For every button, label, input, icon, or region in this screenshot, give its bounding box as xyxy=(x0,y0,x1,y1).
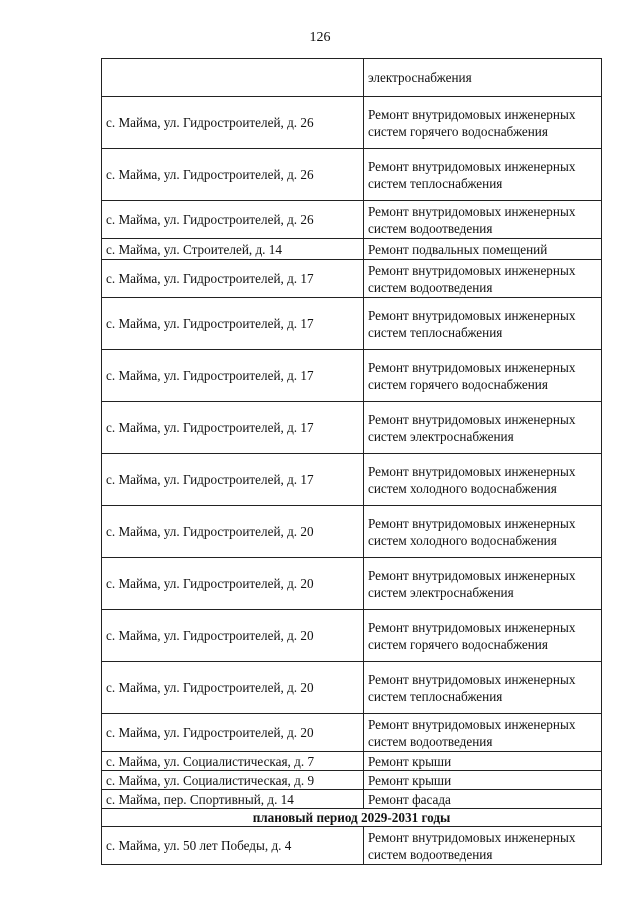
work-type-cell: Ремонт внутридомовых инженерных систем холодного водоснабжения xyxy=(364,506,602,558)
address-cell: с. Майма, ул. Строителей, д. 14 xyxy=(102,239,364,260)
page-number: 126 xyxy=(309,30,331,45)
address-cell: с. Майма, ул. Гидростроителей, д. 20 xyxy=(102,662,364,714)
address-cell: с. Майма, ул. Гидростроителей, д. 20 xyxy=(102,558,364,610)
address-cell: с. Майма, ул. Гидростроителей, д. 26 xyxy=(102,201,364,239)
work-type-cell: Ремонт внутридомовых инженерных систем горячего водоснабжения xyxy=(364,350,602,402)
address-cell xyxy=(102,59,364,97)
table-row xyxy=(102,714,602,752)
work-type-cell: Ремонт внутридомовых инженерных систем водоотведения xyxy=(364,201,602,239)
work-type-cell: электроснабжения xyxy=(364,59,602,97)
table-row xyxy=(102,239,602,260)
address-cell: с. Майма, ул. Гидростроителей, д. 26 xyxy=(102,97,364,149)
table-row xyxy=(102,827,602,865)
work-type-cell: Ремонт внутридомовых инженерных систем водоотведения xyxy=(364,260,602,298)
address-cell: с. Майма, ул. Гидростроителей, д. 17 xyxy=(102,402,364,454)
address-cell: с. Майма, пер. Спортивный, д. 14 xyxy=(102,790,364,809)
work-type-cell: Ремонт внутридомовых инженерных систем теплоснабжения xyxy=(364,662,602,714)
address-cell: с. Майма, ул. Гидростроителей, д. 20 xyxy=(102,506,364,558)
table-row xyxy=(102,771,602,790)
address-cell: с. Майма, ул. Гидростроителей, д. 20 xyxy=(102,610,364,662)
table-row xyxy=(102,610,602,662)
table-row xyxy=(102,149,602,201)
work-type-cell: Ремонт фасада xyxy=(364,790,602,809)
address-cell: с. Майма, ул. Гидростроителей, д. 17 xyxy=(102,260,364,298)
address-cell: с. Майма, ул. 50 лет Победы, д. 4 xyxy=(102,827,364,865)
work-type-cell: Ремонт внутридомовых инженерных систем теплоснабжения xyxy=(364,298,602,350)
work-type-cell: Ремонт крыши xyxy=(364,752,602,771)
table-row xyxy=(102,662,602,714)
address-cell: с. Майма, ул. Гидростроителей, д. 26 xyxy=(102,149,364,201)
address-cell: с. Майма, ул. Социалистическая, д. 9 xyxy=(102,771,364,790)
table-row xyxy=(102,506,602,558)
work-type-cell: Ремонт внутридомовых инженерных систем горячего водоснабжения xyxy=(364,610,602,662)
work-type-cell: Ремонт внутридомовых инженерных систем теплоснабжения xyxy=(364,149,602,201)
address-cell: с. Майма, ул. Гидростроителей, д. 17 xyxy=(102,298,364,350)
section-header-row xyxy=(102,809,602,827)
work-type-cell: Ремонт подвальных помещений xyxy=(364,239,602,260)
address-cell: с. Майма, ул. Гидростроителей, д. 17 xyxy=(102,454,364,506)
work-type-cell: Ремонт внутридомовых инженерных систем холодного водоснабжения xyxy=(364,454,602,506)
table-row xyxy=(102,298,602,350)
table-row xyxy=(102,201,602,239)
table-row xyxy=(102,454,602,506)
table-row xyxy=(102,558,602,610)
work-type-cell: Ремонт внутридомовых инженерных систем электроснабжения xyxy=(364,558,602,610)
table-row xyxy=(102,260,602,298)
table-row xyxy=(102,752,602,771)
table-row xyxy=(102,790,602,809)
section-header: плановый период 2029-2031 годы xyxy=(102,809,602,827)
table-row xyxy=(102,97,602,149)
work-type-cell: Ремонт внутридомовых инженерных систем водоотведения xyxy=(364,827,602,865)
address-cell: с. Майма, ул. Гидростроителей, д. 20 xyxy=(102,714,364,752)
address-cell: с. Майма, ул. Социалистическая, д. 7 xyxy=(102,752,364,771)
repair-schedule-table xyxy=(101,58,602,865)
work-type-cell: Ремонт внутридомовых инженерных систем горячего водоснабжения xyxy=(364,97,602,149)
address-cell: с. Майма, ул. Гидростроителей, д. 17 xyxy=(102,350,364,402)
work-type-cell: Ремонт внутридомовых инженерных систем электроснабжения xyxy=(364,402,602,454)
table-row xyxy=(102,402,602,454)
table-row xyxy=(102,59,602,97)
work-type-cell: Ремонт крыши xyxy=(364,771,602,790)
work-type-cell: Ремонт внутридомовых инженерных систем водоотведения xyxy=(364,714,602,752)
table-row xyxy=(102,350,602,402)
